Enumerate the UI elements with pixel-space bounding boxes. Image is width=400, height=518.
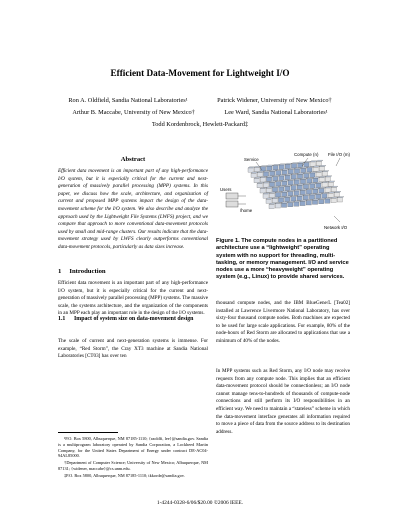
figure-caption: Figure 1. The compute nodes in a partitioned architecture use a “lightweight” operating system with no support for threading, multi-tasking, or memory management. I/O and service nodes use a more “heavyweight” operating system (e.g., Linux) to provide shared services. — [216, 238, 349, 281]
node-cube — [291, 197, 296, 201]
intro-paragraph: Efficient data movement is an important part of any high-performance I/O system, but it is especially critical for the current and next-generation of massively parallel processing (MPP) systems. The massive scale, the systems architecture, and the organization of the components in an MPP each play an important role in the design of the I/O systems. — [58, 280, 208, 317]
node-cube-top — [310, 161, 317, 162]
node-cube — [257, 173, 262, 177]
node-cube — [316, 172, 321, 176]
author-kordenbrock: Todd Kordenbrock, Hewlett-Packard‡ — [151, 121, 249, 128]
node-cube — [272, 199, 277, 203]
node-cube-top — [267, 165, 274, 166]
node-cube — [337, 198, 342, 202]
node-cube-top — [298, 162, 305, 163]
node-cube — [319, 178, 324, 182]
node-cube — [276, 171, 281, 175]
node-cube — [310, 162, 315, 166]
node-cube — [331, 187, 336, 191]
author-maccabe: Arthur B. Maccabe, University of New Mexico† — [72, 109, 195, 116]
node-cube — [328, 193, 333, 197]
author-oldfield: Ron A. Oldfield, Sandia National Laboratories¹ — [68, 97, 188, 104]
node-cube — [285, 197, 290, 201]
paper-title: Efficient Data-Movement for Lightweight I/O — [110, 68, 290, 78]
node-cube — [307, 168, 312, 172]
node-cube — [288, 192, 293, 196]
footnotes — [58, 436, 208, 480]
node-cube — [303, 196, 308, 200]
node-cube — [300, 179, 305, 183]
architecture-figure — [216, 150, 356, 234]
node-cube — [251, 173, 256, 177]
node-cube — [316, 183, 321, 187]
node-cube — [275, 193, 280, 197]
author-line-1 — [0, 97, 400, 104]
node-cube — [300, 201, 305, 205]
node-cube — [297, 196, 302, 200]
author-widener: Patrick Widener, University of New Mexico† — [217, 97, 332, 104]
node-cube — [310, 184, 315, 188]
node-cube — [273, 177, 278, 181]
node-cube-top — [291, 163, 298, 164]
node-cube — [313, 178, 318, 182]
node-cube — [316, 194, 321, 198]
section-title: Introduction — [69, 268, 106, 275]
footnote-divider — [58, 432, 118, 433]
node-cube — [309, 195, 314, 199]
fileio-pointer — [336, 158, 340, 166]
node-cube — [275, 204, 280, 208]
node-cube — [266, 199, 271, 203]
node-cube — [285, 175, 290, 179]
right-paragraph-1: thousand compute nodes, and the IBM BlueGene/L [Tea02] installed at Lawrence Livermore National Laboratory, has over sixty-four thousand compute nodes. Both machines are expected to be used for large scale applications. For example, 80% of the node-hours of Red Storm are allocated to applications that use a minimum of 40% of the nodes. — [216, 300, 350, 344]
node-cube — [269, 193, 274, 197]
node-cube — [310, 173, 315, 177]
users-label: Users — [220, 187, 232, 192]
right-paragraph-2: In MPP systems such as Red Storm, any I/O node may receive requests from any compute node. This implies that an efficient data-movement protocol should be connectionless; an I/O node cannot manage tens-to-hundreds of thousands of compute-node connections and still perform its I/O responsibilities in an efficient way. We need to maintain a “stateless” scheme in which the data-movement interface generates all information required to move a piece of data from the source address to its destination address. — [216, 368, 350, 435]
node-cube — [313, 167, 318, 171]
node-cube — [279, 165, 284, 169]
node-cube — [300, 190, 305, 194]
node-cube — [294, 191, 299, 195]
node-cube — [322, 172, 327, 176]
footnote-3: ‡P.O. Box 5800, Albuquerque, NM 87185-1110; tkkorde@sandia.gov. — [64, 472, 185, 478]
fileio-label: File I/O (m) — [328, 152, 350, 157]
node-cube — [260, 189, 265, 193]
node-cube — [282, 170, 287, 174]
copyright-line: 1-4244-0328-6/06/$20.00 ©2006 IEEE. — [156, 500, 244, 506]
node-cube — [263, 183, 268, 187]
node-cube — [325, 199, 330, 203]
node-cube — [334, 193, 339, 197]
subsection-title: Impact of system size on data-movement design — [74, 316, 194, 322]
node-cube — [312, 200, 317, 204]
node-cube — [288, 203, 293, 207]
node-cube — [266, 188, 271, 192]
node-cube — [297, 174, 302, 178]
node-cube — [291, 164, 296, 168]
node-cube — [301, 168, 306, 172]
node-cube — [319, 200, 324, 204]
node-cube-top — [285, 163, 292, 164]
node-cube-top — [273, 164, 280, 165]
node-cube — [263, 194, 268, 198]
network-pointer — [334, 216, 340, 222]
node-grid — [248, 160, 344, 208]
node-cube — [267, 166, 272, 170]
node-cube — [304, 163, 309, 167]
node-cube — [325, 177, 330, 181]
node-cube-top — [279, 164, 286, 165]
home-box — [226, 201, 238, 207]
node-cube — [307, 179, 312, 183]
node-cube-top — [248, 167, 255, 168]
node-cube — [288, 181, 293, 185]
node-cube-top — [316, 160, 323, 161]
node-cube — [288, 170, 293, 174]
abstract-heading: Abstract — [120, 156, 146, 163]
node-cube — [270, 171, 275, 175]
node-cube — [281, 203, 286, 207]
node-cube — [279, 176, 284, 180]
node-cube — [276, 182, 281, 186]
service-label: Service — [244, 157, 259, 162]
node-cube — [294, 169, 299, 173]
compute-label: Compute (n) — [294, 152, 319, 157]
node-cube — [272, 188, 277, 192]
node-cube — [269, 182, 274, 186]
abstract-text: Efficient data movement is an important part of any high-performance I/O system, but it is especially critical for the current and next-generation of massively parallel processing (MPP) systems. In this paper, we discuss how the scale, architecture, and organization of current and proposed MPP systems impact the design of the data-movement scheme for the I/O system. We also describe and analyze the approach used by the Lightweight File Systems (LWFS) project, and we compare that approach to more conventional data-movement protocols used by small and mid-range clusters. Our results indicate that the data-movement strategy used by LWFS clearly outperforms conventional data-movement protocols, particularly as data sizes increase. — [58, 168, 208, 250]
node-cube — [294, 180, 299, 184]
node-cube — [269, 204, 274, 208]
footnote-1: ¹P.O. Box 5800, Albuquerque, NM 87185-1110; {raoldfi, lee}@sandia.gov. Sandia is a multiprogram laboratory operated by Sandia Corporation, a Lockheed Martin Company, for the United States Department of Energy under contract DE-AC04-94AL85000. — [58, 436, 208, 459]
network-io-label: Network I/O — [324, 225, 348, 230]
node-cube — [328, 182, 333, 186]
node-cube — [304, 174, 309, 178]
node-cube — [257, 184, 262, 188]
node-cube — [254, 178, 259, 182]
node-cube — [279, 187, 284, 191]
author-line-2 — [0, 109, 400, 116]
node-cube — [298, 163, 303, 167]
node-cube — [325, 188, 330, 192]
node-cube — [291, 175, 296, 179]
node-cube — [322, 183, 327, 187]
node-cube — [319, 167, 324, 171]
node-cube — [291, 186, 296, 190]
node-cube-top — [260, 166, 267, 167]
subsection-paragraph: The scale of current and next-generation systems is immense. For example, “Red Storm”, the Cray XT3 machine at Sandia National Laboratories [CT03] has over ten — [58, 338, 208, 360]
users-box — [226, 193, 238, 199]
node-cube — [282, 192, 287, 196]
node-cube — [306, 190, 311, 194]
subsection-heading — [58, 316, 208, 323]
node-cube — [285, 186, 290, 190]
node-cube — [319, 189, 324, 193]
node-cube — [273, 166, 278, 170]
node-cube — [263, 172, 268, 176]
node-cube — [254, 167, 259, 171]
node-cube — [294, 202, 299, 206]
node-cube — [266, 177, 271, 181]
node-cube — [316, 161, 321, 165]
section-heading-introduction — [58, 268, 106, 275]
subsection-number: 1.1 — [58, 316, 66, 322]
node-cube — [248, 168, 253, 172]
node-cube — [322, 194, 327, 198]
node-cube — [285, 164, 290, 168]
node-cube — [278, 198, 283, 202]
node-cube — [297, 185, 302, 189]
author-ward: Lee Ward, Sandia National Laboratories¹ — [224, 109, 328, 116]
node-cube — [313, 189, 318, 193]
node-cube — [260, 178, 265, 182]
section-number: 1 — [58, 268, 62, 275]
node-cube — [306, 201, 311, 205]
footnote-2: †Department of Computer Science; University of New Mexico; Albuquerque, NM 87131; {widener, maccabe}@cs.unm.edu. — [58, 460, 208, 471]
node-cube — [331, 198, 336, 202]
home-label: /home — [240, 208, 253, 213]
node-cube — [282, 181, 287, 185]
node-cube — [303, 185, 308, 189]
